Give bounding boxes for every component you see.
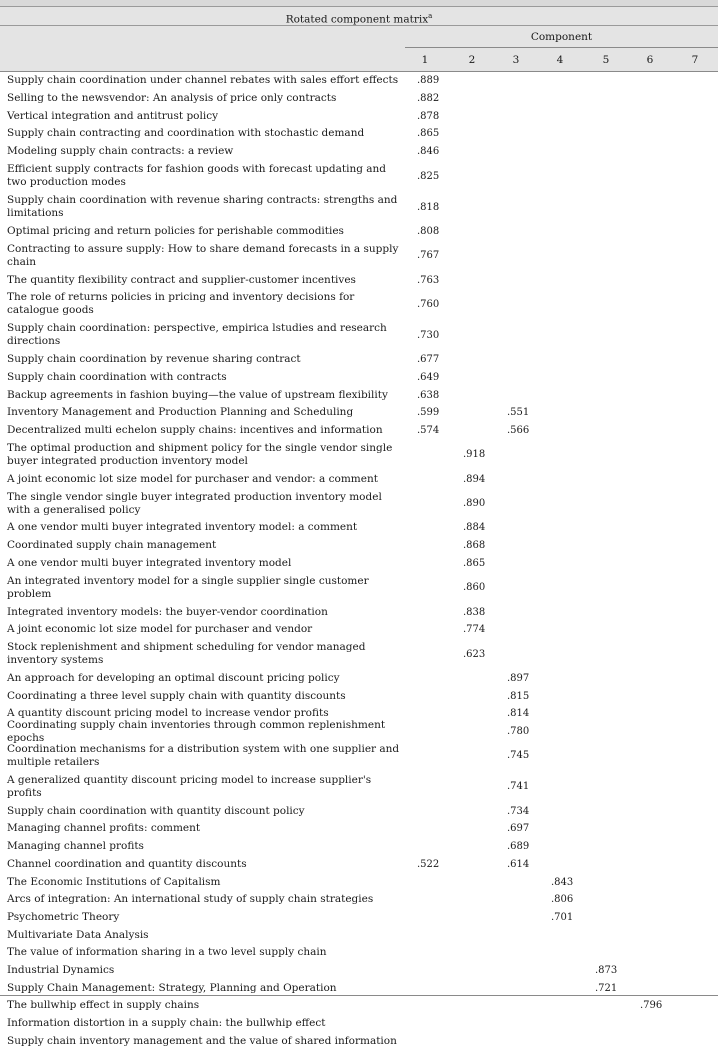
table-row xyxy=(0,107,718,125)
loading-value-col-1: .882 xyxy=(417,90,447,108)
loading-value-col-1: .649 xyxy=(417,369,447,387)
table-row xyxy=(0,838,718,856)
loading-value-col-1: .599 xyxy=(417,404,447,422)
table-row xyxy=(0,90,718,108)
row-label: The quantity flexibility contract and supplier-customer incentives xyxy=(7,271,403,289)
column-header-5: 5 xyxy=(596,53,616,67)
row-label: Inventory Management and Production Planning and Scheduling xyxy=(7,404,403,422)
loading-value-col-1: .865 xyxy=(417,125,447,143)
table-row xyxy=(0,320,718,351)
table-row xyxy=(0,519,718,537)
loading-value-col-3: .614 xyxy=(507,856,537,874)
row-label: Coordinated supply chain management xyxy=(7,537,403,555)
loading-value-col-1: .846 xyxy=(417,143,447,161)
table-row xyxy=(0,856,718,874)
table-row xyxy=(0,687,718,705)
loading-value-col-3: .689 xyxy=(507,838,537,856)
row-label: Information distortion in a supply chain: the bullwhip effect xyxy=(7,1015,403,1033)
row-label: Supply chain coordination with contracts xyxy=(7,369,403,387)
loading-value-col-2: .884 xyxy=(463,519,493,537)
row-label: Industrial Dynamics xyxy=(7,962,403,980)
loading-value-col-1: .878 xyxy=(417,107,447,125)
table-row xyxy=(0,621,718,639)
table-row xyxy=(0,909,718,927)
loading-value-col-1: .767 xyxy=(417,240,447,271)
table-row xyxy=(0,488,718,519)
loading-value-col-5: .721 xyxy=(595,979,625,997)
table-row xyxy=(0,439,718,470)
table-row xyxy=(0,891,718,909)
row-label: Integrated inventory models: the buyer-vendor coordination xyxy=(7,603,403,621)
loading-value-col-1: .574 xyxy=(417,422,447,440)
row-label: Multivariate Data Analysis xyxy=(7,926,403,944)
table-row xyxy=(0,771,718,802)
row-label: Coordinating a three level supply chain with quantity discounts xyxy=(7,687,403,705)
table-row xyxy=(0,143,718,161)
table-row xyxy=(0,1033,718,1050)
row-label: Optimal pricing and return policies for perishable commodities xyxy=(7,223,403,241)
loading-value-col-2: .860 xyxy=(463,572,493,603)
loading-value-col-1: .818 xyxy=(417,192,447,223)
table-row xyxy=(0,944,718,962)
table-title xyxy=(0,7,718,25)
table-title-footnote-marker: a xyxy=(428,12,432,20)
table-row xyxy=(0,926,718,944)
table-row xyxy=(0,223,718,241)
title-bar xyxy=(0,6,718,26)
table-row xyxy=(0,572,718,603)
table-row xyxy=(0,873,718,891)
table-row xyxy=(0,192,718,223)
row-label: Selling to the newsvendor: An analysis of price only contracts xyxy=(7,90,403,108)
row-label: The Economic Institutions of Capitalism xyxy=(7,873,403,891)
loading-value-col-4: .701 xyxy=(551,909,581,927)
table-row xyxy=(0,603,718,621)
row-label: Managing channel profits: comment xyxy=(7,820,403,838)
loading-value-col-3: .815 xyxy=(507,687,537,705)
loading-value-col-3: .566 xyxy=(507,422,537,440)
row-label: The single vendor single buyer integrated production inventory model with a generalised policy xyxy=(7,488,403,519)
loading-value-col-1: .677 xyxy=(417,351,447,369)
table-row xyxy=(0,470,718,488)
table-row xyxy=(0,820,718,838)
loading-value-col-3: .814 xyxy=(507,705,537,723)
loading-value-col-2: .918 xyxy=(463,439,493,470)
row-label: The value of information sharing in a two level supply chain xyxy=(7,944,403,962)
table-row xyxy=(0,351,718,369)
row-label: Supply Chain Management: Strategy, Planning and Operation xyxy=(7,979,403,997)
loading-value-col-1: .522 xyxy=(417,856,447,874)
loading-value-col-3: .734 xyxy=(507,802,537,820)
row-label: A one vendor multi buyer integrated inventory model xyxy=(7,555,403,573)
row-label: Stock replenishment and shipment scheduling for vendor managed inventory systems xyxy=(7,639,403,670)
table-row xyxy=(0,639,718,670)
row-label: Channel coordination and quantity discounts xyxy=(7,856,403,874)
loading-value-col-3: .697 xyxy=(507,820,537,838)
row-label: Psychometric Theory xyxy=(7,909,403,927)
table-row xyxy=(0,72,718,90)
loading-value-col-1: .763 xyxy=(417,271,447,289)
loading-value-col-1: .760 xyxy=(417,289,447,320)
row-label: The bullwhip effect in supply chains xyxy=(7,997,403,1015)
table-row xyxy=(0,240,718,271)
row-label: Arcs of integration: An international study of supply chain strategies xyxy=(7,891,403,909)
row-label: Efficient supply contracts for fashion goods with forecast updating and two production modes xyxy=(7,161,403,192)
row-label: Supply chain coordination: perspective, empirica lstudies and research directions xyxy=(7,320,403,351)
component-header-rule xyxy=(405,47,718,48)
row-label: The optimal production and shipment policy for the single vendor single buyer integrated production inventory model xyxy=(7,439,403,470)
row-label: Coordination mechanisms for a distribution system with one supplier and multiple retailers xyxy=(7,740,403,771)
table-row xyxy=(0,404,718,422)
loading-value-col-1: .889 xyxy=(417,72,447,90)
loading-value-col-6: .796 xyxy=(640,997,670,1015)
row-label: A joint economic lot size model for purchaser and vendor xyxy=(7,621,403,639)
table-row xyxy=(0,289,718,320)
loading-value-col-3: .780 xyxy=(507,723,537,741)
loading-value-col-4: .843 xyxy=(551,873,581,891)
row-label: Supply chain coordination by revenue sharing contract xyxy=(7,351,403,369)
loading-value-col-3: .551 xyxy=(507,404,537,422)
loading-value-col-1: .808 xyxy=(417,223,447,241)
table-row xyxy=(0,1015,718,1033)
loading-value-col-2: .868 xyxy=(463,537,493,555)
loading-value-col-3: .741 xyxy=(507,771,537,802)
row-label: Vertical integration and antitrust policy xyxy=(7,107,403,125)
row-label: A generalized quantity discount pricing model to increase supplier's profits xyxy=(7,771,403,802)
row-label: A one vendor multi buyer integrated inventory model: a comment xyxy=(7,519,403,537)
row-label: Supply chain coordination with quantity discount policy xyxy=(7,802,403,820)
table-row xyxy=(0,161,718,192)
loading-value-col-3: .897 xyxy=(507,670,537,688)
table-row xyxy=(0,555,718,573)
column-header-6: 6 xyxy=(640,53,660,67)
loading-value-col-2: .894 xyxy=(463,470,493,488)
table-row xyxy=(0,125,718,143)
row-label: Supply chain coordination with revenue sharing contracts: strengths and limitations xyxy=(7,192,403,223)
column-header-2: 2 xyxy=(462,53,482,67)
row-label: A joint economic lot size model for purchaser and vendor: a comment xyxy=(7,470,403,488)
loading-value-col-1: .638 xyxy=(417,386,447,404)
table-row xyxy=(0,422,718,440)
table-row xyxy=(0,271,718,289)
loading-value-col-2: .774 xyxy=(463,621,493,639)
loading-value-col-5: .873 xyxy=(595,962,625,980)
loading-value-col-2: .890 xyxy=(463,488,493,519)
row-label: Backup agreements in fashion buying—the value of upstream flexibility xyxy=(7,386,403,404)
row-label: The role of returns policies in pricing and inventory decisions for catalogue goods xyxy=(7,289,403,320)
column-header-3: 3 xyxy=(506,53,526,67)
loading-value-col-2: .623 xyxy=(463,639,493,670)
table-row xyxy=(0,802,718,820)
row-label: Managing channel profits xyxy=(7,838,403,856)
loading-value-col-4: .806 xyxy=(551,891,581,909)
loading-value-col-1: .825 xyxy=(417,161,447,192)
loading-value-col-1: .730 xyxy=(417,320,447,351)
table-row xyxy=(0,962,718,980)
row-label: Supply chain coordination under channel rebates with sales effort effects xyxy=(7,72,403,90)
row-label: Supply chain contracting and coordination with stochastic demand xyxy=(7,125,403,143)
column-header-7: 7 xyxy=(685,53,705,67)
table-row xyxy=(0,537,718,555)
row-label: Decentralized multi echelon supply chains: incentives and information xyxy=(7,422,403,440)
column-header-4: 4 xyxy=(550,53,570,67)
row-label: A quantity discount pricing model to increase vendor profits xyxy=(7,705,403,723)
table-row xyxy=(0,723,718,741)
loading-value-col-2: .865 xyxy=(463,555,493,573)
row-label: An approach for developing an optimal discount pricing policy xyxy=(7,670,403,688)
table-row xyxy=(0,386,718,404)
row-label: Contracting to assure supply: How to share demand forecasts in a supply chain xyxy=(7,240,403,271)
table-row xyxy=(0,369,718,387)
loading-value-col-3: .745 xyxy=(507,740,537,771)
row-label: Supply chain inventory management and the value of shared information xyxy=(7,1033,403,1050)
row-label: An integrated inventory model for a single supplier single customer problem xyxy=(7,572,403,603)
loading-value-col-2: .838 xyxy=(463,603,493,621)
table-row xyxy=(0,740,718,771)
column-header-1: 1 xyxy=(415,53,435,67)
row-label: Coordinating supply chain inventories through common replenishment epochs xyxy=(7,723,403,741)
component-header: Component xyxy=(405,30,718,44)
table-row xyxy=(0,670,718,688)
table-bottom-rule xyxy=(0,995,718,996)
table-title-text: Rotated component matrix xyxy=(286,14,428,26)
row-label: Modeling supply chain contracts: a review xyxy=(7,143,403,161)
